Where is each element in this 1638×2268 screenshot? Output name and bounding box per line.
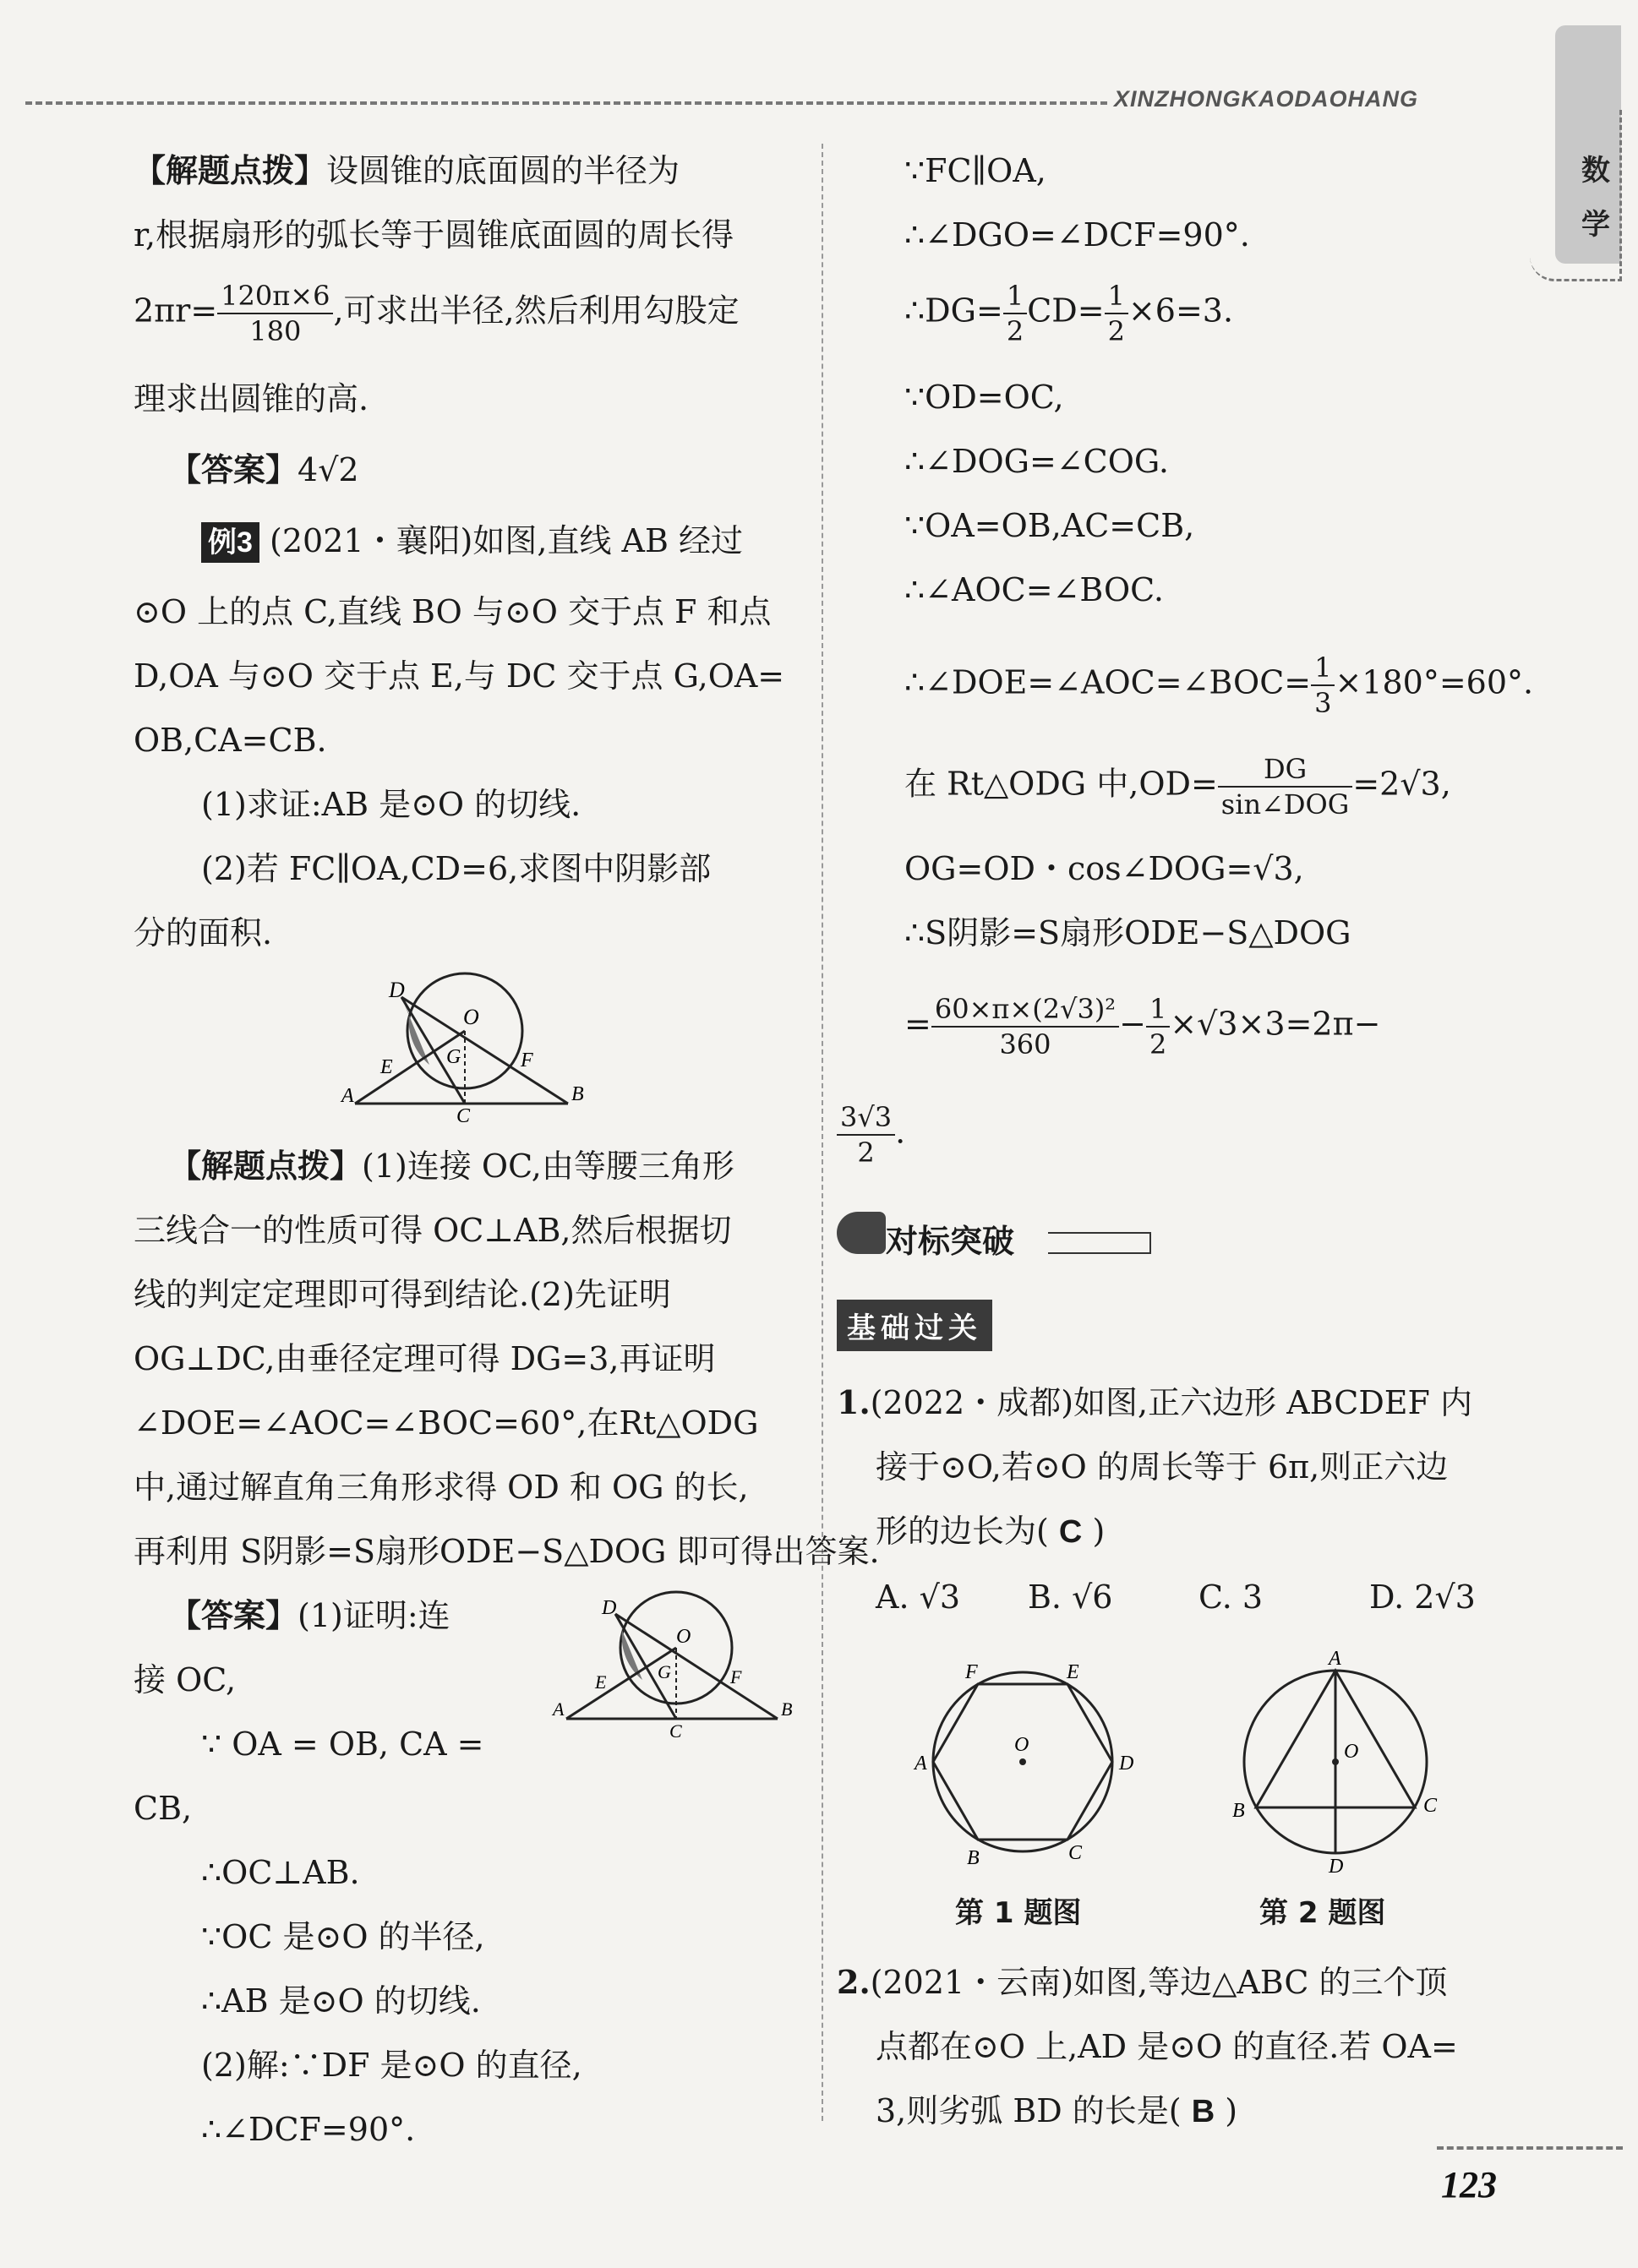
hint2-line4: OG⊥DC,由垂径定理可得 DG=3,再证明 [134,1340,716,1377]
fig-label: F [521,1049,533,1071]
fig-label: B [967,1847,980,1869]
fig-label: O [463,1005,479,1029]
hint2-line7: 再利用 S阴影=S扇形ODE−S△DOG 即可得出答案. [134,1533,880,1570]
running-title: XINZHONGKAODAOHANG [1114,86,1418,112]
answer2-line9: ∴∠DCF=90°. [201,2111,416,2148]
fig-label: B [1232,1800,1245,1822]
top-dashed-rule [25,101,1107,105]
fig-label: G [446,1046,461,1068]
q2-line1: 2.(2021・云南)如图,等边△ABC 的三个顶 [837,1963,1448,2001]
sol-line12: = $\frac{\text{60×π×(2√3)²}}{360}$ − $\frac{1}{2}$ ×√3×3=2π− [904,993,1381,1060]
hint2-line1: 【解题点拨】(1)连接 OC,由等腰三角形 [169,1147,734,1185]
answer2-line5: ∴OC⊥AB. [201,1854,360,1891]
section-title: 对标突破 [886,1223,1015,1260]
fig-label: G [658,1661,671,1682]
fig-label: E [595,1671,607,1693]
fig-label: C [669,1720,682,1741]
example3-figure [338,972,609,1124]
q1-hexagon-figure [913,1656,1149,1876]
fig-label: C [456,1105,471,1124]
q2-line3: 3,则劣弧 BD 的长是( B ) [876,2092,1238,2129]
answer2-line1: 【答案】(1)证明:连 [169,1596,450,1634]
fig-label: A [915,1753,927,1775]
fig-label: D [389,978,405,1002]
example3-line4: OB,CA=CB. [134,722,327,759]
answer2-line3: ∵ OA = OB, CA = [201,1726,484,1763]
q1-line2: 接于⊙O,若⊙O 的周长等于 6π,则正六边 [876,1448,1449,1486]
answer2-figure [549,1589,803,1741]
fig-label: D [1119,1753,1134,1775]
banner-tail [1048,1232,1151,1254]
fig-label: D [602,1597,617,1619]
fig-label: E [1067,1661,1079,1683]
camera-icon [837,1212,886,1254]
answer2-line2: 接 OC, [134,1661,237,1698]
q2-triangle-figure [1217,1648,1454,1876]
q1-option-b: B. √6 [1028,1578,1113,1616]
basic-section-tag: 基础过关 [837,1300,992,1351]
hint1-line2: r,根据扇形的弧长等于圆锥底面圆的周长得 [134,216,734,254]
sol-line4: ∵OD=OC, [904,379,1064,416]
example3-line2: ⊙O 上的点 C,直线 BO 与⊙O 交于点 F 和点 [134,593,772,630]
q1-option-a: A. √3 [876,1578,960,1616]
page-number: 123 [1441,2164,1497,2205]
fig-label: D [1329,1856,1344,1876]
hint2-line6: 中,通过解直角三角形求得 OD 和 OG 的长, [134,1469,749,1506]
q1-answer: C [1058,1514,1083,1550]
answer2-line4: CB, [134,1790,193,1827]
example3-question2b: 分的面积. [134,914,273,951]
fig-label: A [1329,1648,1341,1670]
sol-line13: $\frac{3√3}{2}$ . [837,1100,905,1169]
answer2-line7: ∴AB 是⊙O 的切线. [201,1982,481,2020]
example3-question2: (2)若 FC∥OA,CD=6,求图中阴影部 [201,850,712,887]
q1-line3: 形的边长为( C ) [876,1513,1106,1550]
hint1-line3: 2πr= $\frac{120\pi\times 6}{180}$ ,可求出半径,然后利用勾股定 [134,280,740,347]
answer2-line6: ∵OC 是⊙O 的半径, [201,1918,485,1955]
sol-line3: ∴DG= $\frac{1}{2}$ CD= $\frac{1}{2}$ ×6=3. [904,280,1234,347]
fig-label: O [676,1626,691,1648]
example3-line1: 例3 (2021・襄阳)如图,直线 AB 经过 [201,521,743,563]
hint2-line5: ∠DOE=∠AOC=∠BOC=60°,在Rt△ODG [134,1404,759,1442]
fig2-caption: 第 2 题图 [1259,1896,1386,1930]
section-banner [837,1208,1158,1259]
hint2-line3: 线的判定定理即可得到结论.(2)先证明 [134,1276,671,1313]
fig-label: A [341,1085,354,1107]
fig-label: A [553,1698,565,1720]
sol-line6: ∵OA=OB,AC=CB, [904,507,1195,544]
fig-label: B [781,1698,793,1720]
fig-label: F [730,1666,742,1687]
fig-label: C [1423,1795,1438,1817]
answer1: 【答案】4√2 [169,450,359,488]
sol-line11: ∴S阴影=S扇形ODE−S△DOG [904,914,1351,951]
hint2-line2: 三线合一的性质可得 OC⊥AB,然后根据切 [134,1212,732,1249]
fig1-caption: 第 1 题图 [955,1896,1082,1930]
hint1-line1: 【解题点拨】设圆锥的底面圆的半径为 [134,151,680,189]
fig-label: E [380,1056,393,1078]
sol-line9: 在 Rt△ODG 中,OD= $\frac{DG}{\text{sin∠DOG}}$ =2√3, [904,753,1451,821]
sol-line5: ∴∠DOG=∠COG. [904,443,1169,480]
q2-answer: B [1191,2094,1215,2129]
q1-option-c: C. 3 [1198,1578,1264,1616]
example3-tag: 例3 [201,522,259,563]
q2-line2: 点都在⊙O 上,AD 是⊙O 的直径.若 OA= [876,2028,1458,2065]
column-divider [822,144,823,2121]
q1-line1: 1.(2022・成都)如图,正六边形 ABCDEF 内 [837,1383,1472,1421]
fig-label: C [1068,1842,1083,1864]
sol-line1: ∵FC∥OA, [904,152,1046,189]
hint1-line4: 理求出圆锥的高. [134,380,369,417]
sol-line10: OG=OD・cos∠DOG=√3, [904,850,1304,887]
fig-label: F [965,1661,978,1683]
example3-line3: D,OA 与⊙O 交于点 E,与 DC 交于点 G,OA= [134,657,785,695]
sol-line7: ∴∠AOC=∠BOC. [904,571,1164,608]
sol-line2: ∴∠DGO=∠DCF=90°. [904,216,1250,254]
subject-tab-label: 数 学 [1581,155,1610,241]
example3-question1: (1)求证:AB 是⊙O 的切线. [201,786,581,823]
fig-label: B [571,1083,584,1105]
sol-line8: ∴∠DOE=∠AOC=∠BOC= $\frac{1}{3}$ ×180°=60°. [904,652,1534,719]
q1-option-d: D. 2√3 [1369,1578,1476,1616]
fig-label: O [1014,1734,1029,1756]
bottom-dashed-rule [1437,2146,1623,2150]
answer2-line8: (2)解:∵DF 是⊙O 的直径, [201,2047,582,2084]
fig-label: O [1344,1741,1359,1763]
